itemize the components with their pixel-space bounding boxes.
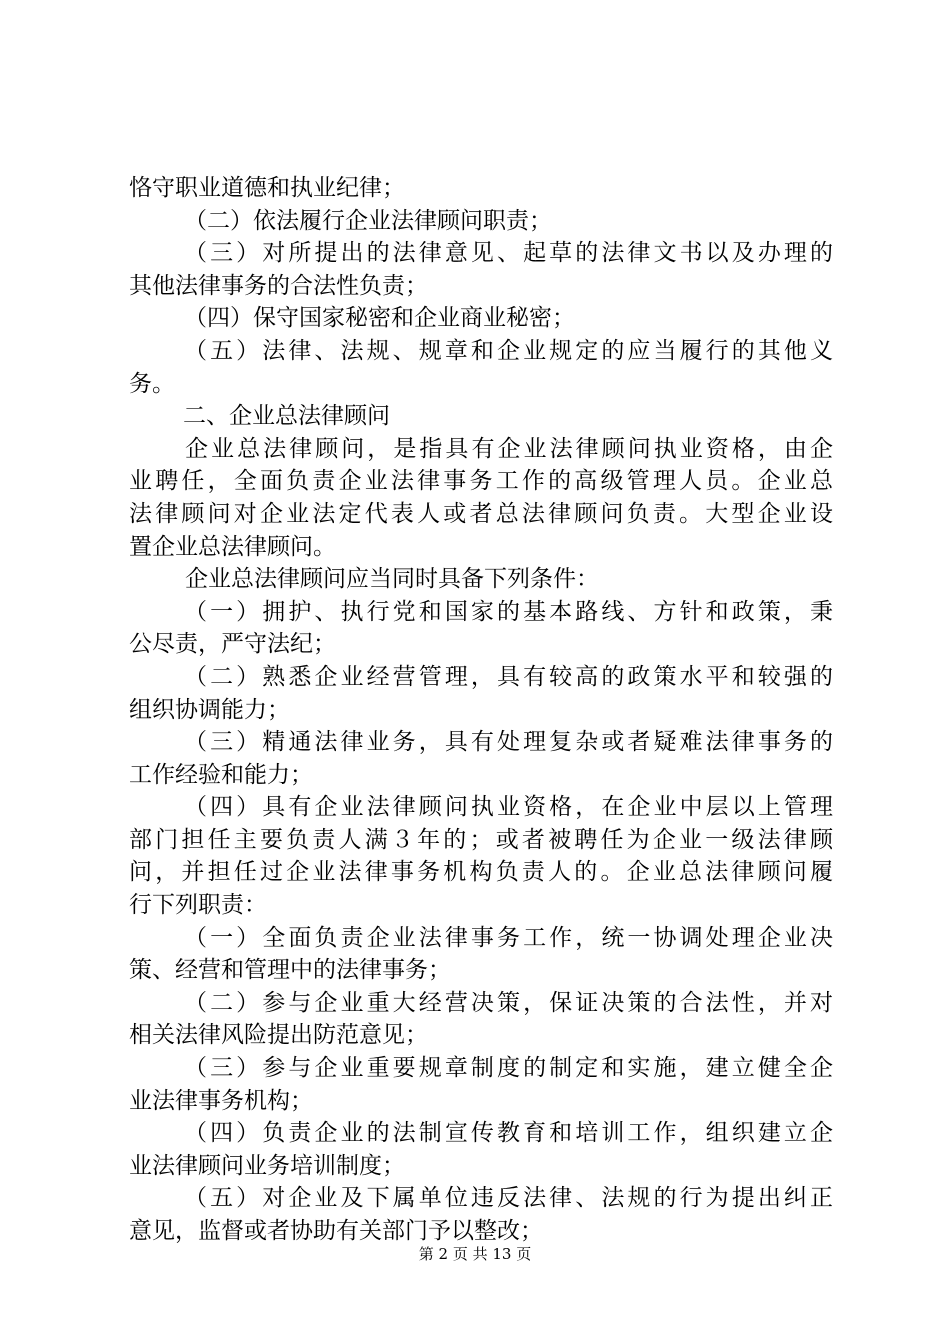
text-line: （二）依法履行企业法律顾问职责；	[184, 207, 552, 234]
text-line: （三）精通法律业务，具有处理复杂或者疑难法律事务的	[184, 729, 833, 756]
text-line: （四）具有企业法律顾问执业资格，在企业中层以上管理	[184, 794, 833, 821]
text-line: 工作经验和能力；	[129, 761, 313, 788]
section-heading: 二、企业总法律顾问	[183, 403, 390, 430]
text-line: （三）参与企业重要规章制度的制定和实施，建立健全企	[184, 1055, 833, 1082]
text-line: 问，并担任过企业法律事务机构负责人的。企业总法律顾问履	[129, 859, 833, 886]
text-line: 企业总法律顾问应当同时具备下列条件：	[185, 566, 599, 593]
text-line: （四）保守国家秘密和企业商业秘密；	[184, 305, 575, 332]
text-line: 务。	[129, 370, 175, 397]
text-line: （四）负责企业的法制宣传教育和培训工作，组织建立企	[184, 1120, 833, 1147]
text-line: 其他法律事务的合法性负责；	[129, 272, 428, 299]
text-line: 部门担任主要负责人满３年的；或者被聘任为企业一级法律顾	[129, 826, 833, 853]
text-line: （三）对所提出的法律意见、起草的法律文书以及办理的	[184, 240, 833, 267]
text-line: 策、经营和管理中的法律事务；	[129, 957, 451, 984]
text-line: 相关法律风险提出防范意见；	[129, 1022, 428, 1049]
text-line: （五）对企业及下属单位违反法律、法规的行为提出纠正	[184, 1185, 833, 1212]
text-line: （二）熟悉企业经营管理，具有较高的政策水平和较强的	[184, 663, 833, 690]
text-line: 行下列职责：	[129, 892, 267, 919]
text-line: 业聘任，全面负责企业法律事务工作的高级管理人员。企业总	[129, 468, 833, 495]
text-line: 置企业总法律顾问。	[129, 533, 336, 560]
text-line: （二）参与企业重大经营决策，保证决策的合法性，并对	[184, 989, 833, 1016]
text-line: （一）拥护、执行党和国家的基本路线、方针和政策，秉	[184, 598, 833, 625]
text-line: 企业总法律顾问，是指具有企业法律顾问执业资格，由企	[185, 435, 833, 462]
text-line: 意见，监督或者协助有关部门予以整改；	[129, 1218, 543, 1244]
page-number-footer: 第 2 页 共 13 页	[418, 1245, 532, 1263]
text-line: （五）法律、法规、规章和企业规定的应当履行的其他义	[184, 337, 833, 364]
text-line: （一）全面负责企业法律事务工作，统一协调处理企业决	[184, 924, 833, 951]
text-line: 法律顾问对企业法定代表人或者总法律顾问负责。大型企业设	[129, 500, 833, 527]
text-line: 业法律顾问业务培训制度；	[129, 1152, 405, 1179]
text-line: 组织协调能力；	[129, 696, 290, 723]
text-line: 公尽责，严守法纪；	[129, 631, 336, 658]
text-line: 恪守职业道德和执业纪律；	[129, 175, 405, 201]
document-body	[129, 172, 833, 1248]
text-line: 业法律事务机构；	[129, 1087, 313, 1114]
